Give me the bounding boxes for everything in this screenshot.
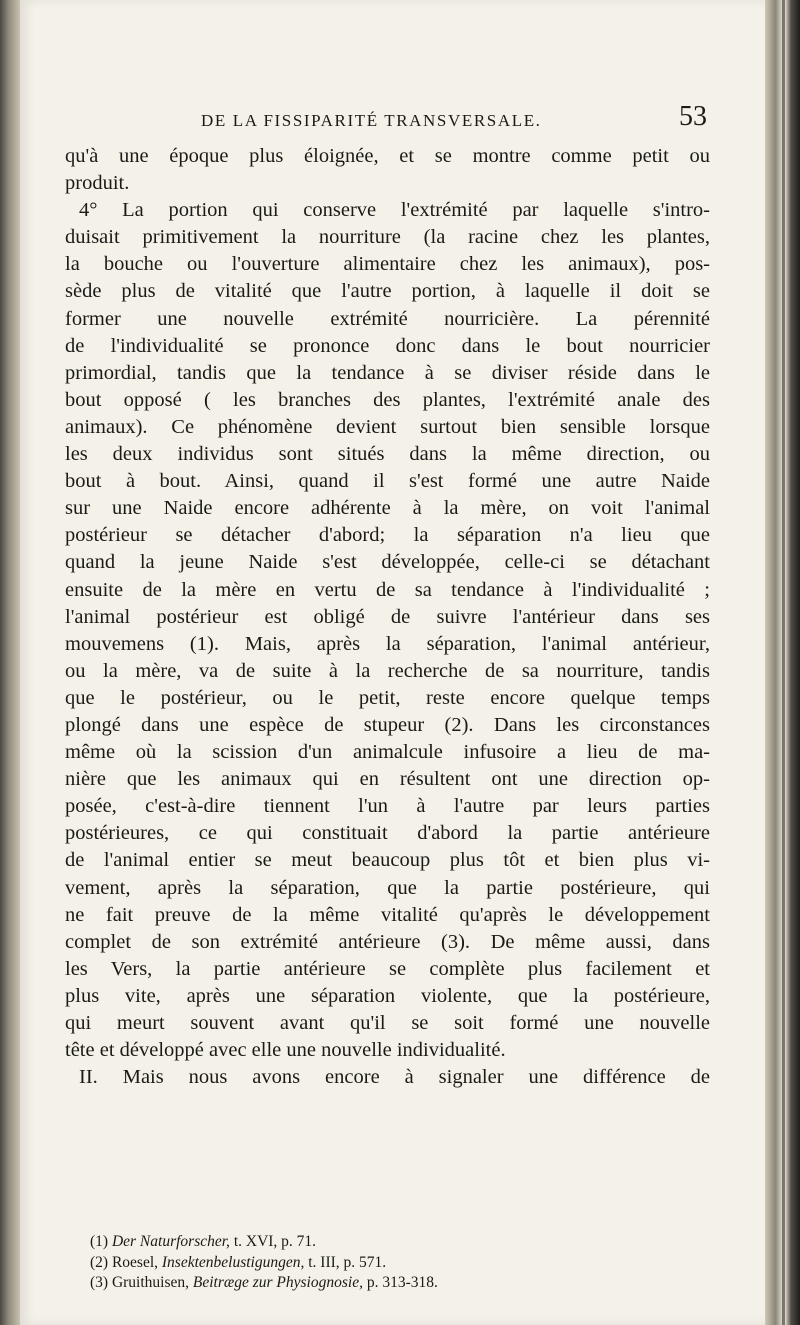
text-line: 4° La portion qui conserve l'extrémité par laquelle s'intro- — [79, 199, 710, 222]
text-line: de l'individualité se prononce donc dans le bout nourricier — [65, 334, 710, 357]
text-line: complet de son extrémité antérieure (3). De même aussi, dans — [65, 930, 710, 953]
book-page — [20, 0, 765, 1325]
text-line: même où la scission d'un animalcule infusoire a lieu de ma- — [65, 741, 710, 764]
text-line: bout opposé ( les branches des plantes, l'extrémité anale des — [65, 388, 710, 411]
footnote-author: Gruithuisen, — [108, 1274, 193, 1291]
text-line: les Vers, la partie antérieure se complète plus facilement et — [65, 957, 710, 980]
text-line: animaux). Ce phénomène devient surtout bien sensible lorsque — [65, 415, 710, 438]
text-line: plus vite, après une séparation violente, que la postérieure, — [65, 984, 710, 1007]
text-line: mouvemens (1). Mais, après la séparation, l'animal antérieur, — [65, 632, 710, 655]
footnote-reference: t. XVI, p. 71. — [229, 1233, 317, 1250]
text-line: sède plus de vitalité que l'autre portion, à laquelle il doit se — [65, 280, 710, 303]
text-line: vement, après la séparation, que la partie postérieure, qui — [65, 876, 710, 899]
footnote-mark: (2) — [90, 1253, 109, 1271]
text-line: ensuite de la mère en vertu de sa tendance à l'individualité ; — [65, 578, 710, 601]
footnote — [90, 1273, 710, 1294]
footnote-author: Roesel, — [108, 1253, 162, 1271]
text-line: tête et développé avec elle une nouvelle individualité. — [65, 1039, 506, 1062]
text-line: quand la jeune Naide s'est développée, celle-ci se détachant — [65, 551, 710, 574]
footnote-title: Beitræge zur Physiognosie, — [192, 1274, 363, 1291]
text-line: bout à bout. Ainsi, quand il s'est formé une autre Naide — [65, 470, 710, 493]
text-line: qu'à une époque plus éloignée, et se montre comme petit ou — [65, 145, 710, 167]
text-line: la bouche ou l'ouverture alimentaire chez les animaux), pos- — [65, 253, 710, 276]
body-text — [65, 143, 710, 1091]
footnote — [90, 1232, 710, 1253]
footnote — [90, 1253, 710, 1274]
footnote-reference: p. 313-318. — [362, 1274, 438, 1291]
text-line: les deux individus sont situés dans la même direction, ou — [65, 443, 710, 466]
footnote-reference: t. III, p. 571. — [304, 1253, 387, 1271]
footnotes — [90, 1232, 710, 1294]
text-line: l'animal postérieur est obligé de suivre l'antérieur dans ses — [65, 605, 710, 628]
text-line: plongé dans une espèce de stupeur (2). Dans les circonstances — [65, 713, 710, 736]
text-line: qui meurt souvent avant qu'il se soit formé une nouvelle — [65, 1012, 710, 1034]
text-line: ou la mère, va de suite à la recherche de sa nourriture, tandis — [65, 659, 710, 682]
footnote-title: Insektenbelustigungen, — [161, 1253, 305, 1271]
running-head: DE LA FISSIPARITÉ TRANSVERSALE. — [201, 111, 542, 130]
text-line: II. Mais nous avons encore à signaler une différence de — [79, 1066, 710, 1089]
book-edge-right — [765, 0, 800, 1325]
footnote-mark: (3) — [90, 1274, 109, 1291]
book-edge-stripe — [782, 0, 785, 1325]
text-line: posée, c'est-à-dire tiennent l'un à l'autre par leurs parties — [65, 795, 710, 818]
text-line: produit. — [65, 172, 130, 195]
text-line: postérieures, ce qui constituait d'abord la partie antérieure — [65, 822, 710, 845]
text-line: postérieur se détacher d'abord; la séparation n'a lieu que — [65, 524, 710, 547]
text-line: ne fait preuve de la même vitalité qu'après le développement — [65, 903, 710, 926]
page-number: 53 — [679, 101, 707, 132]
text-line: que le postérieur, ou le petit, reste encore quelque temps — [65, 686, 710, 709]
book-binding-left — [0, 0, 20, 1325]
text-line: sur une Naide encore adhérente à la mère, on voit l'animal — [65, 497, 710, 520]
text-line: former une nouvelle extrémité nourricière. La pérennité — [65, 307, 710, 330]
footnote-title: Der Naturforscher, — [111, 1233, 230, 1250]
text-line: duisait primitivement la nourriture (la racine chez les plantes, — [65, 226, 710, 249]
footnote-mark: (1) — [90, 1233, 109, 1250]
text-line: nière que les animaux qui en résultent ont une direction op- — [65, 768, 710, 791]
text-line: de l'animal entier se meut beaucoup plus tôt et bien plus vi- — [65, 849, 710, 872]
text-line: primordial, tandis que la tendance à se diviser réside dans le — [65, 361, 710, 384]
page-header — [90, 95, 730, 131]
